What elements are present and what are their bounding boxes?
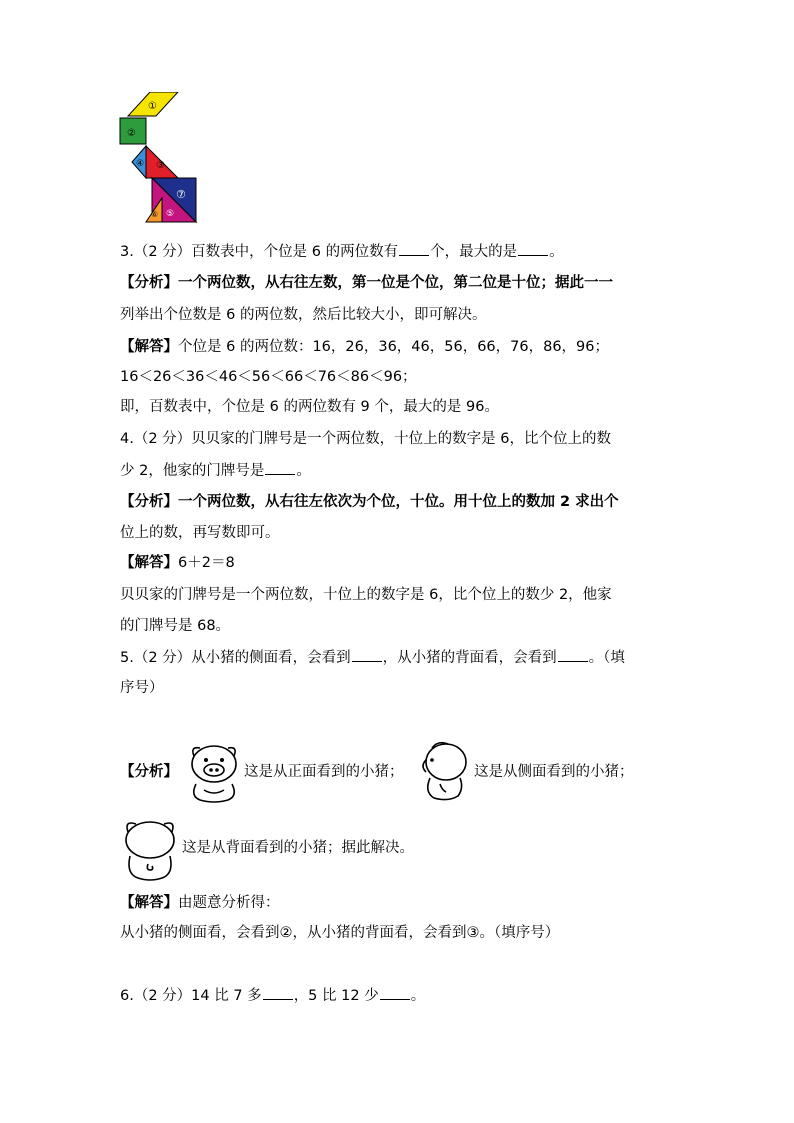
tangram-label-7: ⑦ [176,188,186,201]
q3-answer-1: 【解答】个位是 6 的两位数：16，26，36，46，56，66，76，86，96； [120,339,609,355]
tangram-label-6: ⑥ [151,210,159,219]
q5-back-text: 这是从背面看到的小猪；据此解决。 [182,840,414,856]
q6-stem: 6.（2 分）14 比 7 多 ，5 比 12 少 。 [120,985,425,1006]
q4-stem-1: 4.（2 分）贝贝家的门牌号是一个两位数，十位上的数字是 6，比个位上的数 [120,431,612,447]
q6-blank-2[interactable] [380,985,410,1000]
q3-analysis-2: 列举出个位数是 6 的两位数，然后比较大小，即可解决。 [120,307,487,323]
q5-answer-2: 从小猪的侧面看，会看到②，从小猪的背面看，会看到③。（填序号） [120,925,560,941]
tangram-label-3: ③ [156,160,165,171]
q3-answer-2: 16＜26＜36＜46＜56＜66＜76＜86＜96； [120,369,417,385]
q4-answer-2: 贝贝家的门牌号是一个两位数，十位上的数字是 6，比个位上的数少 2，他家 [120,587,612,603]
tangram-rabbit-figure [118,92,200,228]
tangram-label-4: ④ [136,159,145,169]
q4-stem-2: 少 2，他家的门牌号是 。 [120,460,311,481]
q5-analysis-label: 【分析】 [120,764,178,780]
tangram-label-2: ② [127,128,136,139]
q4-answer-3: 的门牌号是 68。 [120,618,231,634]
q3-blank-1[interactable] [399,241,429,256]
q3-answer-3: 即，百数表中，个位是 6 的两位数有 9 个，最大的是 96。 [120,399,499,415]
q4-analysis-1: 【分析】一个两位数，从右往左依次为个位，十位。用十位上的数加 2 求出个 [120,494,619,510]
q3-analysis-1: 【分析】一个两位数，从右往左数，第一位是个位，第二位是十位；据此一一 [120,275,613,291]
pig-back-view-icon [120,816,180,882]
q6-blank-1[interactable] [263,985,293,1000]
pig-front-view-icon [186,740,242,806]
tangram-label-1: ① [148,101,157,112]
q3-blank-2[interactable] [518,241,548,256]
q5-stem-1: 5.（2 分）从小猪的侧面看，会看到 ，从小猪的背面看，会看到 。（填 [120,647,625,668]
pig-side-view-icon [418,738,470,804]
q5-stem-2: 序号） [120,680,164,696]
q5-blank-2[interactable] [558,647,588,662]
q5-answer-1: 【解答】由题意分析得： [120,895,280,911]
q5-front-text: 这是从正面看到的小猪； [244,764,404,780]
q5-side-text: 这是从侧面看到的小猪； [474,764,634,780]
q4-answer-1: 【解答】6＋2＝8 [120,555,235,571]
q3-stem: 3.（2 分）百数表中，个位是 6 的两位数有 个，最大的是 。 [120,241,564,262]
q4-analysis-2: 位上的数，再写数即可。 [120,525,280,541]
q4-blank[interactable] [265,460,295,475]
q5-blank-1[interactable] [352,647,382,662]
tangram-label-5: ⑤ [166,209,175,219]
